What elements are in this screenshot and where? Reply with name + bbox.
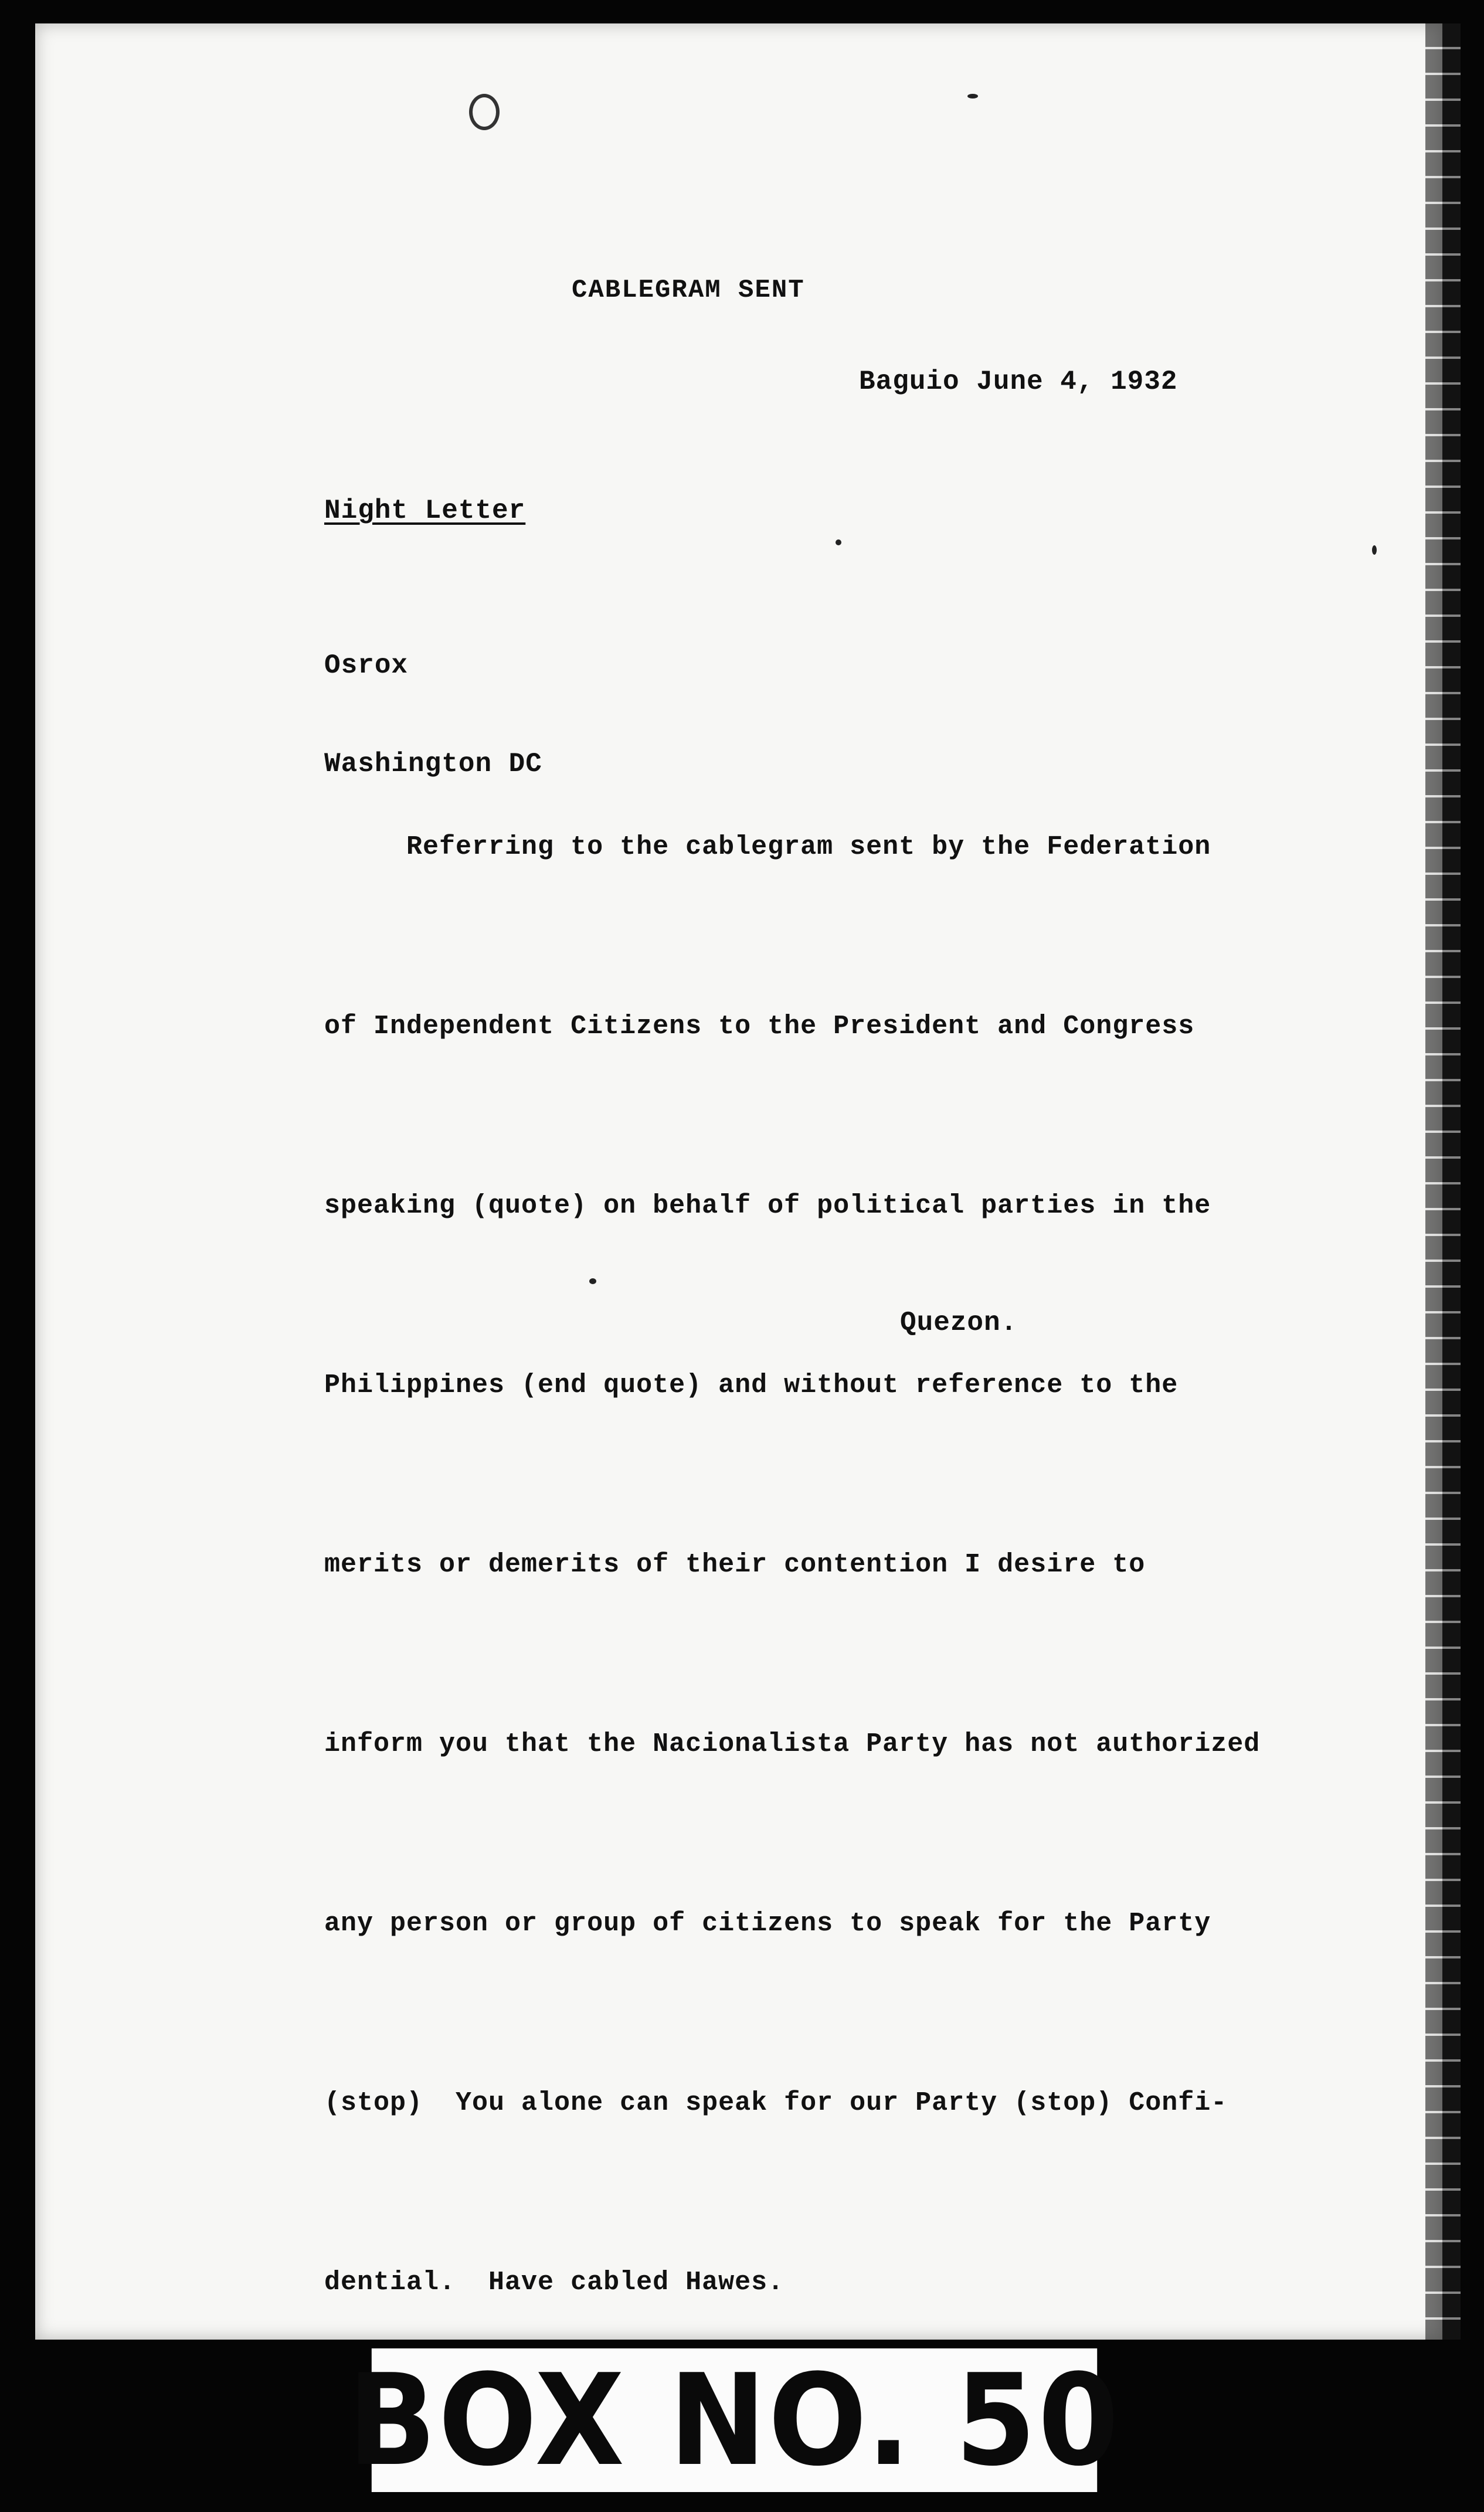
box-number-text: BOX NO. 50 <box>348 2347 1121 2494</box>
body-line: Referring to the cablegram sent by the Federation <box>324 832 1211 862</box>
dateline: Baguio June 4, 1932 <box>859 366 1178 397</box>
addressee-line: Washington DC <box>324 749 542 779</box>
box-number-label <box>348 2347 1121 2494</box>
signature: Quezon. <box>900 1308 1018 1338</box>
service-type: Night Letter <box>324 495 526 526</box>
document-heading: CABLEGRAM SENT <box>572 276 805 305</box>
body-line: any person or group of citizens to speak for the Party <box>324 1909 1211 1939</box>
speck <box>836 539 841 545</box>
body-line: of Independent Citizens to the President and Congress <box>324 1011 1195 1041</box>
speck <box>967 94 978 99</box>
body-line: speaking (quote) on behalf of political parties in the <box>324 1191 1211 1221</box>
speck <box>1372 545 1377 555</box>
body-line: inform you that the Nacionalista Party has not authorized <box>324 1729 1261 1759</box>
body-line: Philippines (end quote) and without reference to the <box>324 1370 1179 1400</box>
page-edge-stack <box>1425 23 1461 2340</box>
body-line: merits or demerits of their contention I desire to <box>324 1550 1146 1580</box>
body-line: (stop) You alone can speak for our Party (stop) Confi- <box>324 2088 1228 2118</box>
message-body <box>324 698 1260 2372</box>
body-line: dential. Have cabled Hawes. <box>324 2267 785 2297</box>
addressee-line: Osrox <box>324 650 409 681</box>
punch-mark <box>469 94 500 130</box>
